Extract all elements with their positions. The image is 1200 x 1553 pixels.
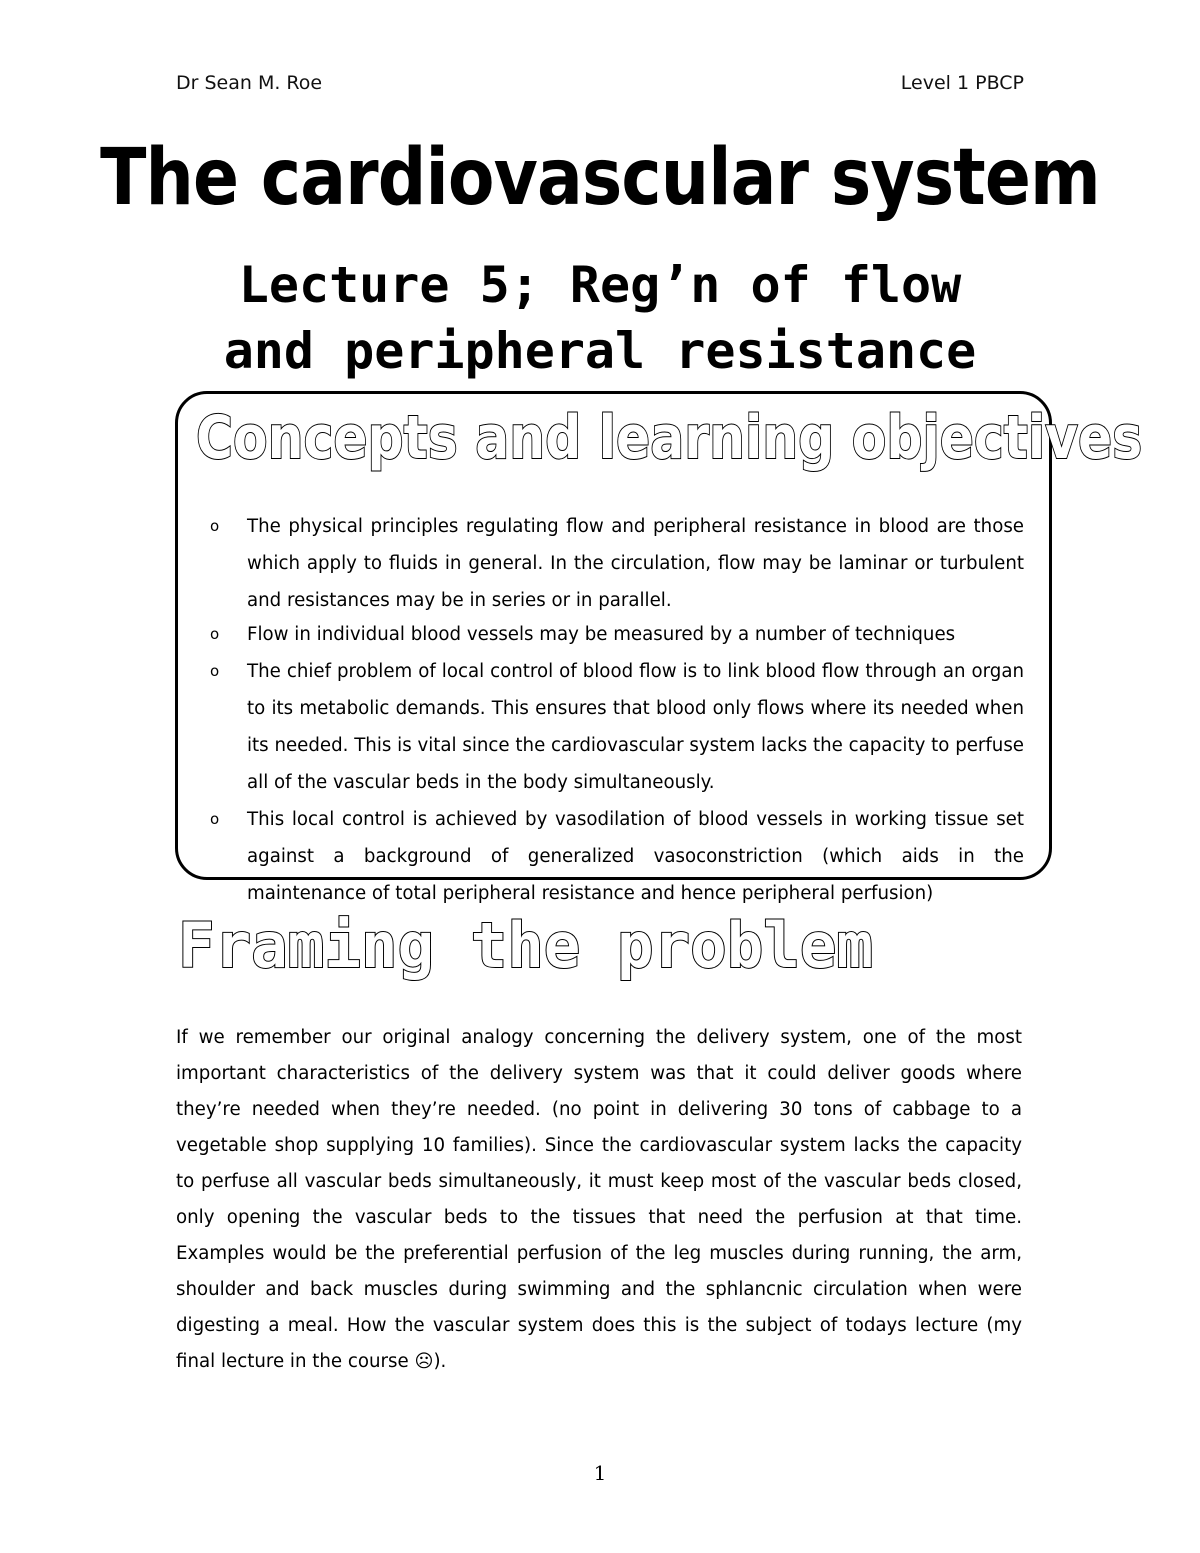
objective-text: The chief problem of local control of blood flow is to link blood flow through an organ to its metabolic demands. This ensures that blood only flows where its needed when its needed. This is vital since the cardiovascular system lacks the capacity to perfuse all of the vascular beds in the body simultaneously. <box>247 661 1024 793</box>
objective-text: The physical principles regulating flow and peripheral resistance in blood are those which apply to fluids in general. In the circulation, flow may be laminar or turbulent and resistances may be in series or in parallel. <box>247 516 1024 611</box>
objectives-heading: Concepts and learning objectives <box>196 403 1143 473</box>
subtitle-line-2: and peripheral resistance <box>223 322 977 380</box>
bullet-marker: o <box>210 810 220 828</box>
bullet-marker: o <box>210 662 220 680</box>
subtitle-line-1: Lecture 5; Reg’n of flow <box>238 256 962 314</box>
objective-text: Flow in individual blood vessels may be measured by a number of techniques <box>247 624 956 645</box>
lecture-subtitle <box>0 252 1200 384</box>
page-number: 1 <box>593 1461 607 1485</box>
objective-item <box>206 653 1024 801</box>
framing-heading: Framing the problem <box>178 909 874 982</box>
bullet-marker: o <box>210 625 220 643</box>
document-title: The cardiovascular system <box>100 133 1100 223</box>
objective-item <box>206 508 1024 619</box>
objective-text: This local control is achieved by vasodilation of blood vessels in working tissue set against a background of generalized vasoconstriction (which aids in the maintenance of total peripheral resistance and hence peripheral perfusion) <box>247 809 1024 904</box>
header-author: Dr Sean M. Roe <box>176 72 323 94</box>
objective-item <box>206 616 1024 653</box>
header-course: Level 1 PBCP <box>900 72 1024 94</box>
bullet-marker: o <box>210 517 220 535</box>
objectives-list <box>206 508 1024 912</box>
framing-paragraph: If we remember our original analogy concerning the delivery system, one of the most important characteristics of the delivery system was that it could deliver goods where they’re needed when they’re needed. (no point in delivering 30 tons of cabbage to a vegetable shop supplying 10 families). Since the cardiovascular system lacks the capacity to perfuse all vascular beds simultaneously, it must keep most of the vascular beds closed, only opening the vascular beds to the tissues that need the perfusion at that time. Examples would be the preferential perfusion of the leg muscles during running, the arm, shoulder and back muscles during swimming and the sphlancnic circulation when were digesting a meal. How the vascular system does this is the subject of todays lecture (my final lecture in the course ☹). <box>176 1027 1022 1372</box>
objective-item <box>206 801 1024 912</box>
